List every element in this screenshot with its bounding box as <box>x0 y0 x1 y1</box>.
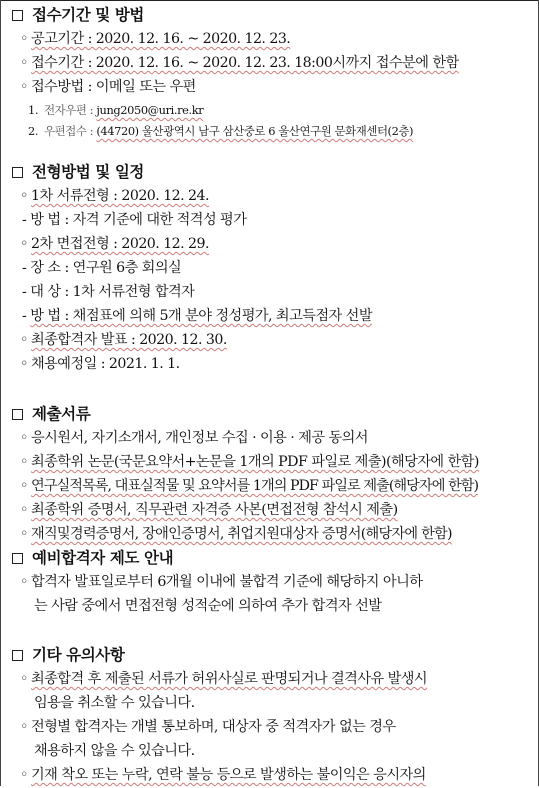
sub-item: - 장 소 : 연구원 6층 회의실 <box>0 257 539 281</box>
bullet-icon: ◦ <box>20 31 28 47</box>
bullet-icon: ◦ <box>20 188 28 204</box>
checkbox-icon <box>12 553 23 564</box>
checkbox-icon <box>12 10 23 21</box>
numbered-item: 1. 전자우편 : jung2050@uri.re.kr <box>28 103 204 117</box>
sub-item: - 대 상 : 1차 서류전형 합격자 <box>0 281 539 305</box>
section-title-documents: 제출서류 <box>0 403 539 427</box>
sub-item: - 방 법 : 자격 기준에 대한 적격성 평가 <box>0 209 539 233</box>
checkbox-icon <box>12 650 23 661</box>
bullet-icon: ◦ <box>20 767 28 783</box>
bullet-icon: ◦ <box>20 526 28 542</box>
bullet-icon: ◦ <box>20 454 28 470</box>
bullet-icon: ◦ <box>20 332 28 348</box>
section-title-selection: 전형방법 및 일정 <box>0 161 539 185</box>
list-item-continuation: 채용하지 않을 수 있습니다. <box>34 743 195 759</box>
dash-icon: - <box>22 308 27 324</box>
list-item: ◦ 공고기간 : 2020. 12. 16. ~ 2020. 12. 23. <box>0 28 539 52</box>
list-item: ◦ 2차 면접전형 : 2020. 12. 29. <box>0 233 539 257</box>
list-item: ◦ 최종합격자 발표 : 2020. 12. 30. <box>0 329 539 353</box>
dash-icon: - <box>22 260 27 276</box>
section-title-reserve: 예비합격자 제도 안내 <box>0 547 539 571</box>
list-item: ◦ 전형별 합격자는 개별 통보하며, 대상자 중 적격자가 없는 경우 <box>0 716 539 740</box>
list-item: ◦ 최종학위 논문(국문요약서+논문을 1개의 PDF 파일로 제출)(해당자에 한함) <box>0 451 539 475</box>
bullet-icon: ◦ <box>20 55 28 71</box>
dash-icon: - <box>22 284 27 300</box>
list-item-continuation: 임용을 취소할 수 있습니다. <box>34 695 195 711</box>
list-item: ◦ 합격자 발표일로부터 6개월 이내에 불합격 기준에 해당하지 아니하 <box>0 571 539 595</box>
bullet-icon: ◦ <box>20 478 28 494</box>
list-item: ◦ 재직및경력증명서, 장애인증명서, 취업지원대상자 증명서(해당자에 한함) <box>0 523 539 547</box>
list-item: ◦ 1차 서류전형 : 2020. 12. 24. <box>0 185 539 209</box>
list-item: ◦ 최종학위 증명서, 직무관련 자격증 사본(면접전형 참석시 제출) <box>0 499 539 523</box>
list-item: ◦ 접수방법 : 이메일 또는 우편 <box>0 76 539 100</box>
checkbox-icon <box>12 409 23 420</box>
list-item: ◦ 기재 착오 또는 누락, 연락 불능 등으로 발생하는 불이익은 응시자의 <box>0 764 539 788</box>
bullet-icon: ◦ <box>20 502 28 518</box>
bullet-icon: ◦ <box>20 236 28 252</box>
sub-item: - 방 법 : 채점표에 의해 5개 분야 정성평가, 최고득점자 선발 <box>0 305 539 329</box>
numbered-item: 2. 우편접수 : (44720) 울산광역시 남구 삼산중로 6 울산연구원 문화재센터(2층) <box>28 124 414 138</box>
bullet-icon: ◦ <box>20 430 28 446</box>
list-item: ◦ 연구실적목록, 대표실적물 및 요약서를 1개의 PDF 파일로 제출(해당자에 한함) <box>0 475 539 499</box>
section-title-application: 접수기간 및 방법 <box>0 4 539 28</box>
dash-icon: - <box>22 212 27 228</box>
bullet-icon: ◦ <box>20 671 28 687</box>
bullet-icon: ◦ <box>20 79 28 95</box>
list-item: ◦ 접수기간 : 2020. 12. 16. ~ 2020. 12. 23. 18:00시까지 접수분에 한함 <box>0 52 539 76</box>
bullet-icon: ◦ <box>20 356 28 372</box>
bullet-icon: ◦ <box>20 719 28 735</box>
list-item: ◦ 채용예정일 : 2021. 1. 1. <box>0 353 539 377</box>
page-border-top <box>0 0 539 1</box>
list-item-continuation: 는 사람 중에서 면접전형 성적순에 의하여 추가 합격자 선발 <box>34 598 382 614</box>
bullet-icon: ◦ <box>20 574 28 590</box>
list-item: ◦ 응시원서, 자기소개서, 개인정보 수집 · 이용 · 제공 동의서 <box>0 427 539 451</box>
section-title-notes: 기타 유의사항 <box>0 644 539 668</box>
list-item: ◦ 최종합격 후 제출된 서류가 허위사실로 판명되거나 결격사유 발생시 <box>0 668 539 692</box>
checkbox-icon <box>12 167 23 178</box>
